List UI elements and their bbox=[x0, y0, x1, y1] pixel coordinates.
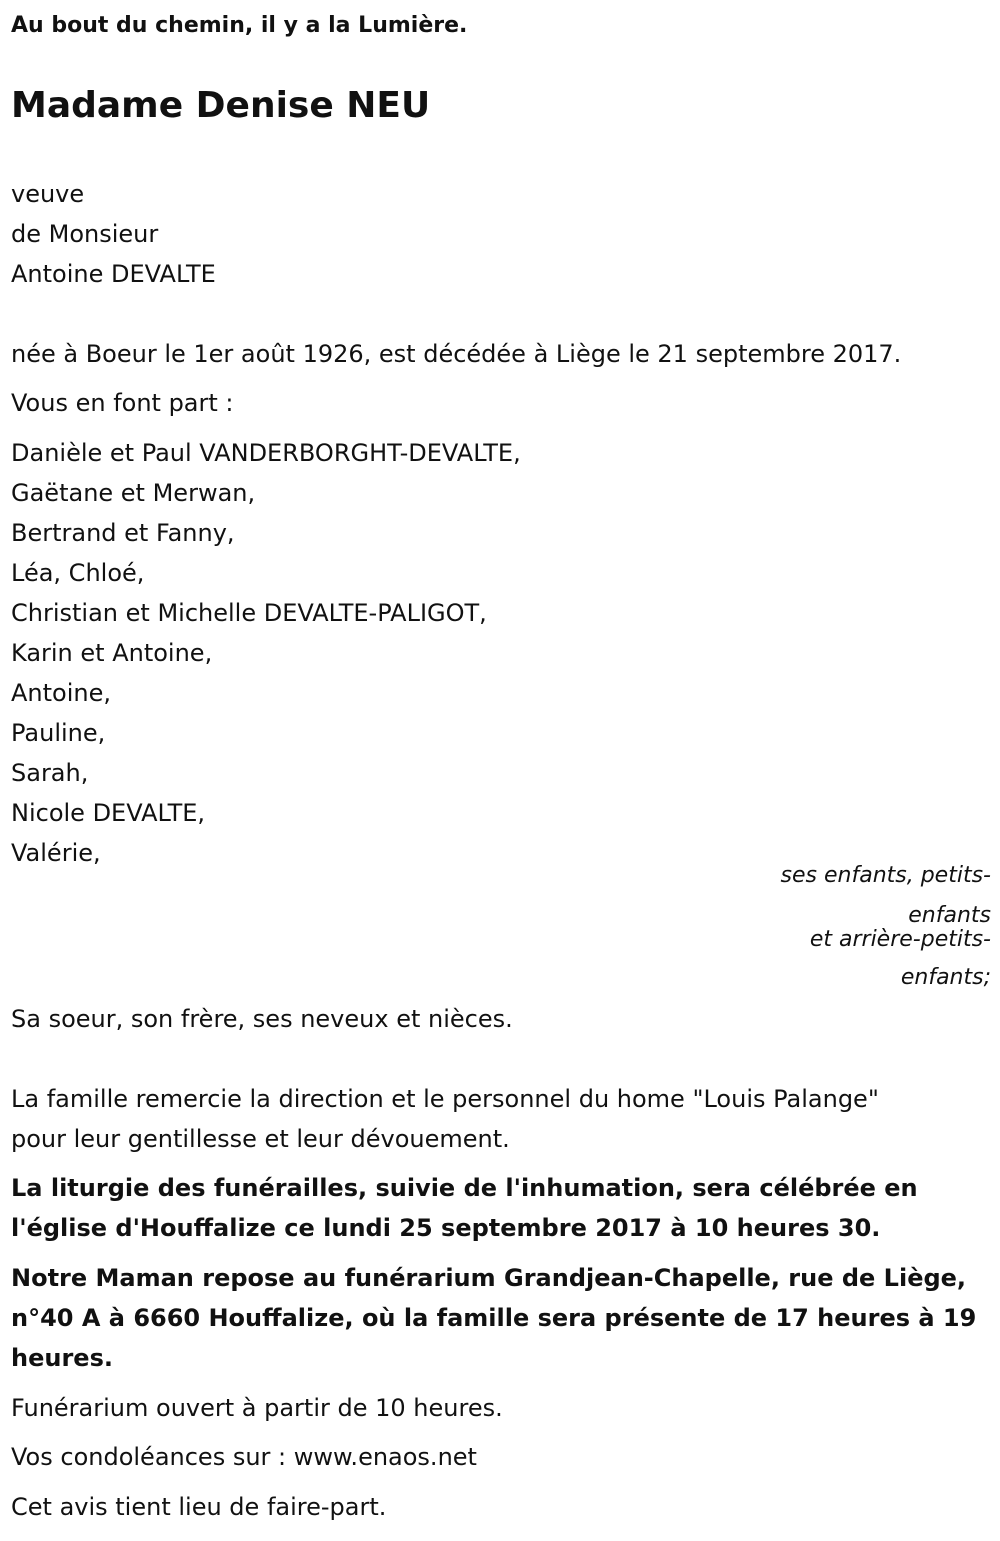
condolences-line: Vos condoléances sur : www.enaos.net bbox=[11, 1443, 477, 1471]
birth-death-line: née à Boeur le 1er août 1926, est décédée à Liège le 21 septembre 2017. bbox=[11, 340, 902, 368]
announce-intro: Vous en font part : bbox=[11, 389, 234, 417]
relation-line: enfants bbox=[908, 903, 991, 928]
family-member: Bertrand et Fanny, bbox=[11, 519, 235, 547]
liturgy-paragraph bbox=[11, 1168, 918, 1248]
repose-line: n°40 A à 6660 Houffalize, où la famille sera présente de 17 heures à 19 bbox=[11, 1304, 977, 1332]
family-member: Danièle et Paul VANDERBORGHT-DEVALTE, bbox=[11, 439, 521, 467]
epigraph: Au bout du chemin, il y a la Lumière. bbox=[11, 13, 468, 38]
family-member: Pauline, bbox=[11, 719, 106, 747]
liturgy-line: La liturgie des funérailles, suivie de l'inhumation, sera célébrée en bbox=[11, 1174, 918, 1202]
relation-line: ses enfants, petits- bbox=[780, 863, 991, 888]
family-member: Gaëtane et Merwan, bbox=[11, 479, 256, 507]
thanks-line: pour leur gentillesse et leur dévouement. bbox=[11, 1125, 510, 1153]
notice-line: Cet avis tient lieu de faire-part. bbox=[11, 1493, 387, 1521]
repose-line: Notre Maman repose au funérarium Grandjean-Chapelle, rue de Liège, bbox=[11, 1264, 967, 1292]
liturgy-line: l'église d'Houffalize ce lundi 25 septembre 2017 à 10 heures 30. bbox=[11, 1214, 881, 1242]
funerarium-hours: Funérarium ouvert à partir de 10 heures. bbox=[11, 1394, 503, 1422]
family-member: Nicole DEVALTE, bbox=[11, 799, 206, 827]
repose-paragraph bbox=[11, 1258, 976, 1378]
widow-of-line: Antoine DEVALTE bbox=[11, 260, 216, 288]
relation-line: enfants; bbox=[900, 965, 991, 990]
widow-of-block bbox=[11, 174, 216, 294]
widow-of-line: veuve bbox=[11, 180, 85, 208]
family-member: Léa, Chloé, bbox=[11, 559, 145, 587]
deceased-name: Madame Denise NEU bbox=[11, 85, 431, 126]
thanks-line: La famille remercie la direction et le personnel du home "Louis Palange" bbox=[11, 1085, 879, 1113]
family-member: Antoine, bbox=[11, 679, 111, 707]
family-member: Christian et Michelle DEVALTE-PALIGOT, bbox=[11, 599, 487, 627]
family-list bbox=[11, 433, 521, 873]
family-member: Karin et Antoine, bbox=[11, 639, 213, 667]
siblings-line: Sa soeur, son frère, ses neveux et nièces. bbox=[11, 1005, 513, 1033]
family-member: Valérie, bbox=[11, 839, 101, 867]
thanks-paragraph bbox=[11, 1079, 879, 1159]
family-member: Sarah, bbox=[11, 759, 89, 787]
widow-of-line: de Monsieur bbox=[11, 220, 159, 248]
relation-line: et arrière-petits- bbox=[809, 927, 991, 952]
repose-line: heures. bbox=[11, 1344, 113, 1372]
